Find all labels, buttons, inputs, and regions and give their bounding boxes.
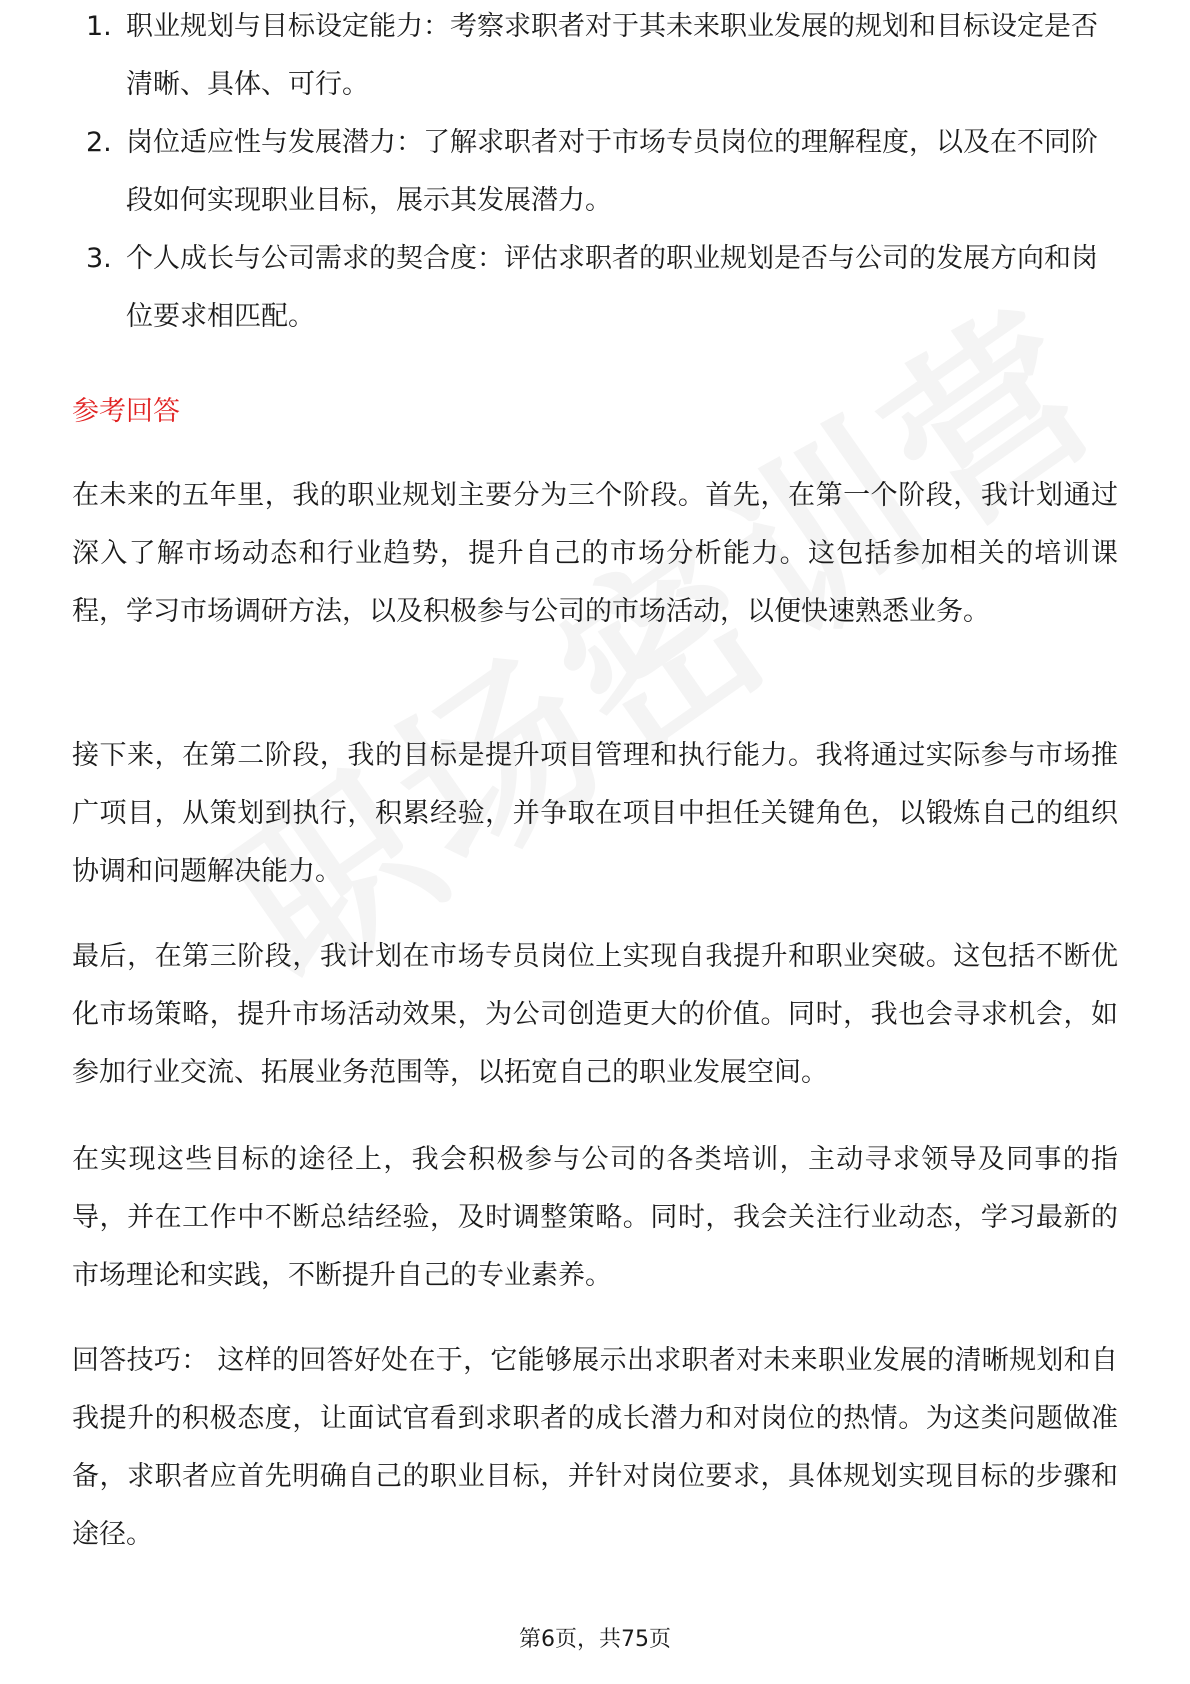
answer-paragraph: 接下来，在第二阶段，我的目标是提升项目管理和执行能力。我将通过实际参与市场推广项目，从策划到执行，积累经验，并争取在项目中担任关键角色，以锻炼自己的组织协调和问题解决能力。 — [72, 740, 1118, 887]
list-number: 1. — [86, 11, 112, 42]
criteria-list — [72, 11, 1118, 346]
page-footer: 第6页，共75页 — [519, 1627, 671, 1652]
list-text: 职业规划与目标设定能力：考察求职者对于其未来职业发展的规划和目标设定是否清晰、具体、可行。 — [126, 11, 1098, 100]
answer-paragraph: 最后，在第三阶段，我计划在市场专员岗位上实现自我提升和职业突破。这包括不断优化市场策略，提升市场活动效果，为公司创造更大的价值。同时，我也会寻求机会，如参加行业交流、拓展业务范围等，以拓宽自己的职业发展空间。 — [72, 941, 1118, 1088]
list-item — [72, 230, 1118, 346]
answer-paragraph: 在实现这些目标的途径上，我会积极参与公司的各类培训，主动寻求领导及同事的指导，并在工作中不断总结经验，及时调整策略。同时，我会关注行业动态，学习最新的市场理论和实践，不断提升自己的专业素养。 — [72, 1144, 1118, 1291]
list-number: 3. — [86, 243, 112, 274]
tips-paragraph: 回答技巧： 这样的回答好处在于，它能够展示出求职者对未来职业发展的清晰规划和自我提升的积极态度，让面试官看到求职者的成长潜力和对岗位的热情。为这类问题做准备，求职者应首先明确自己的职业目标，并针对岗位要求，具体规划实现目标的步骤和途径。 — [72, 1345, 1118, 1550]
list-item — [72, 114, 1118, 230]
answer-paragraph: 在未来的五年里，我的职业规划主要分为三个阶段。首先，在第一个阶段，我计划通过深入了解市场动态和行业趋势，提升自己的市场分析能力。这包括参加相关的培训课程，学习市场调研方法，以及积极参与公司的市场活动，以便快速熟悉业务。 — [72, 480, 1118, 627]
list-text: 个人成长与公司需求的契合度：评估求职者的职业规划是否与公司的发展方向和岗位要求相匹配。 — [126, 243, 1098, 332]
section-title: 参考回答 — [72, 396, 180, 427]
list-text: 岗位适应性与发展潜力：了解求职者对于市场专员岗位的理解程度，以及在不同阶段如何实现职业目标，展示其发展潜力。 — [126, 127, 1098, 216]
list-item — [72, 0, 1118, 114]
list-number: 2. — [86, 127, 112, 158]
